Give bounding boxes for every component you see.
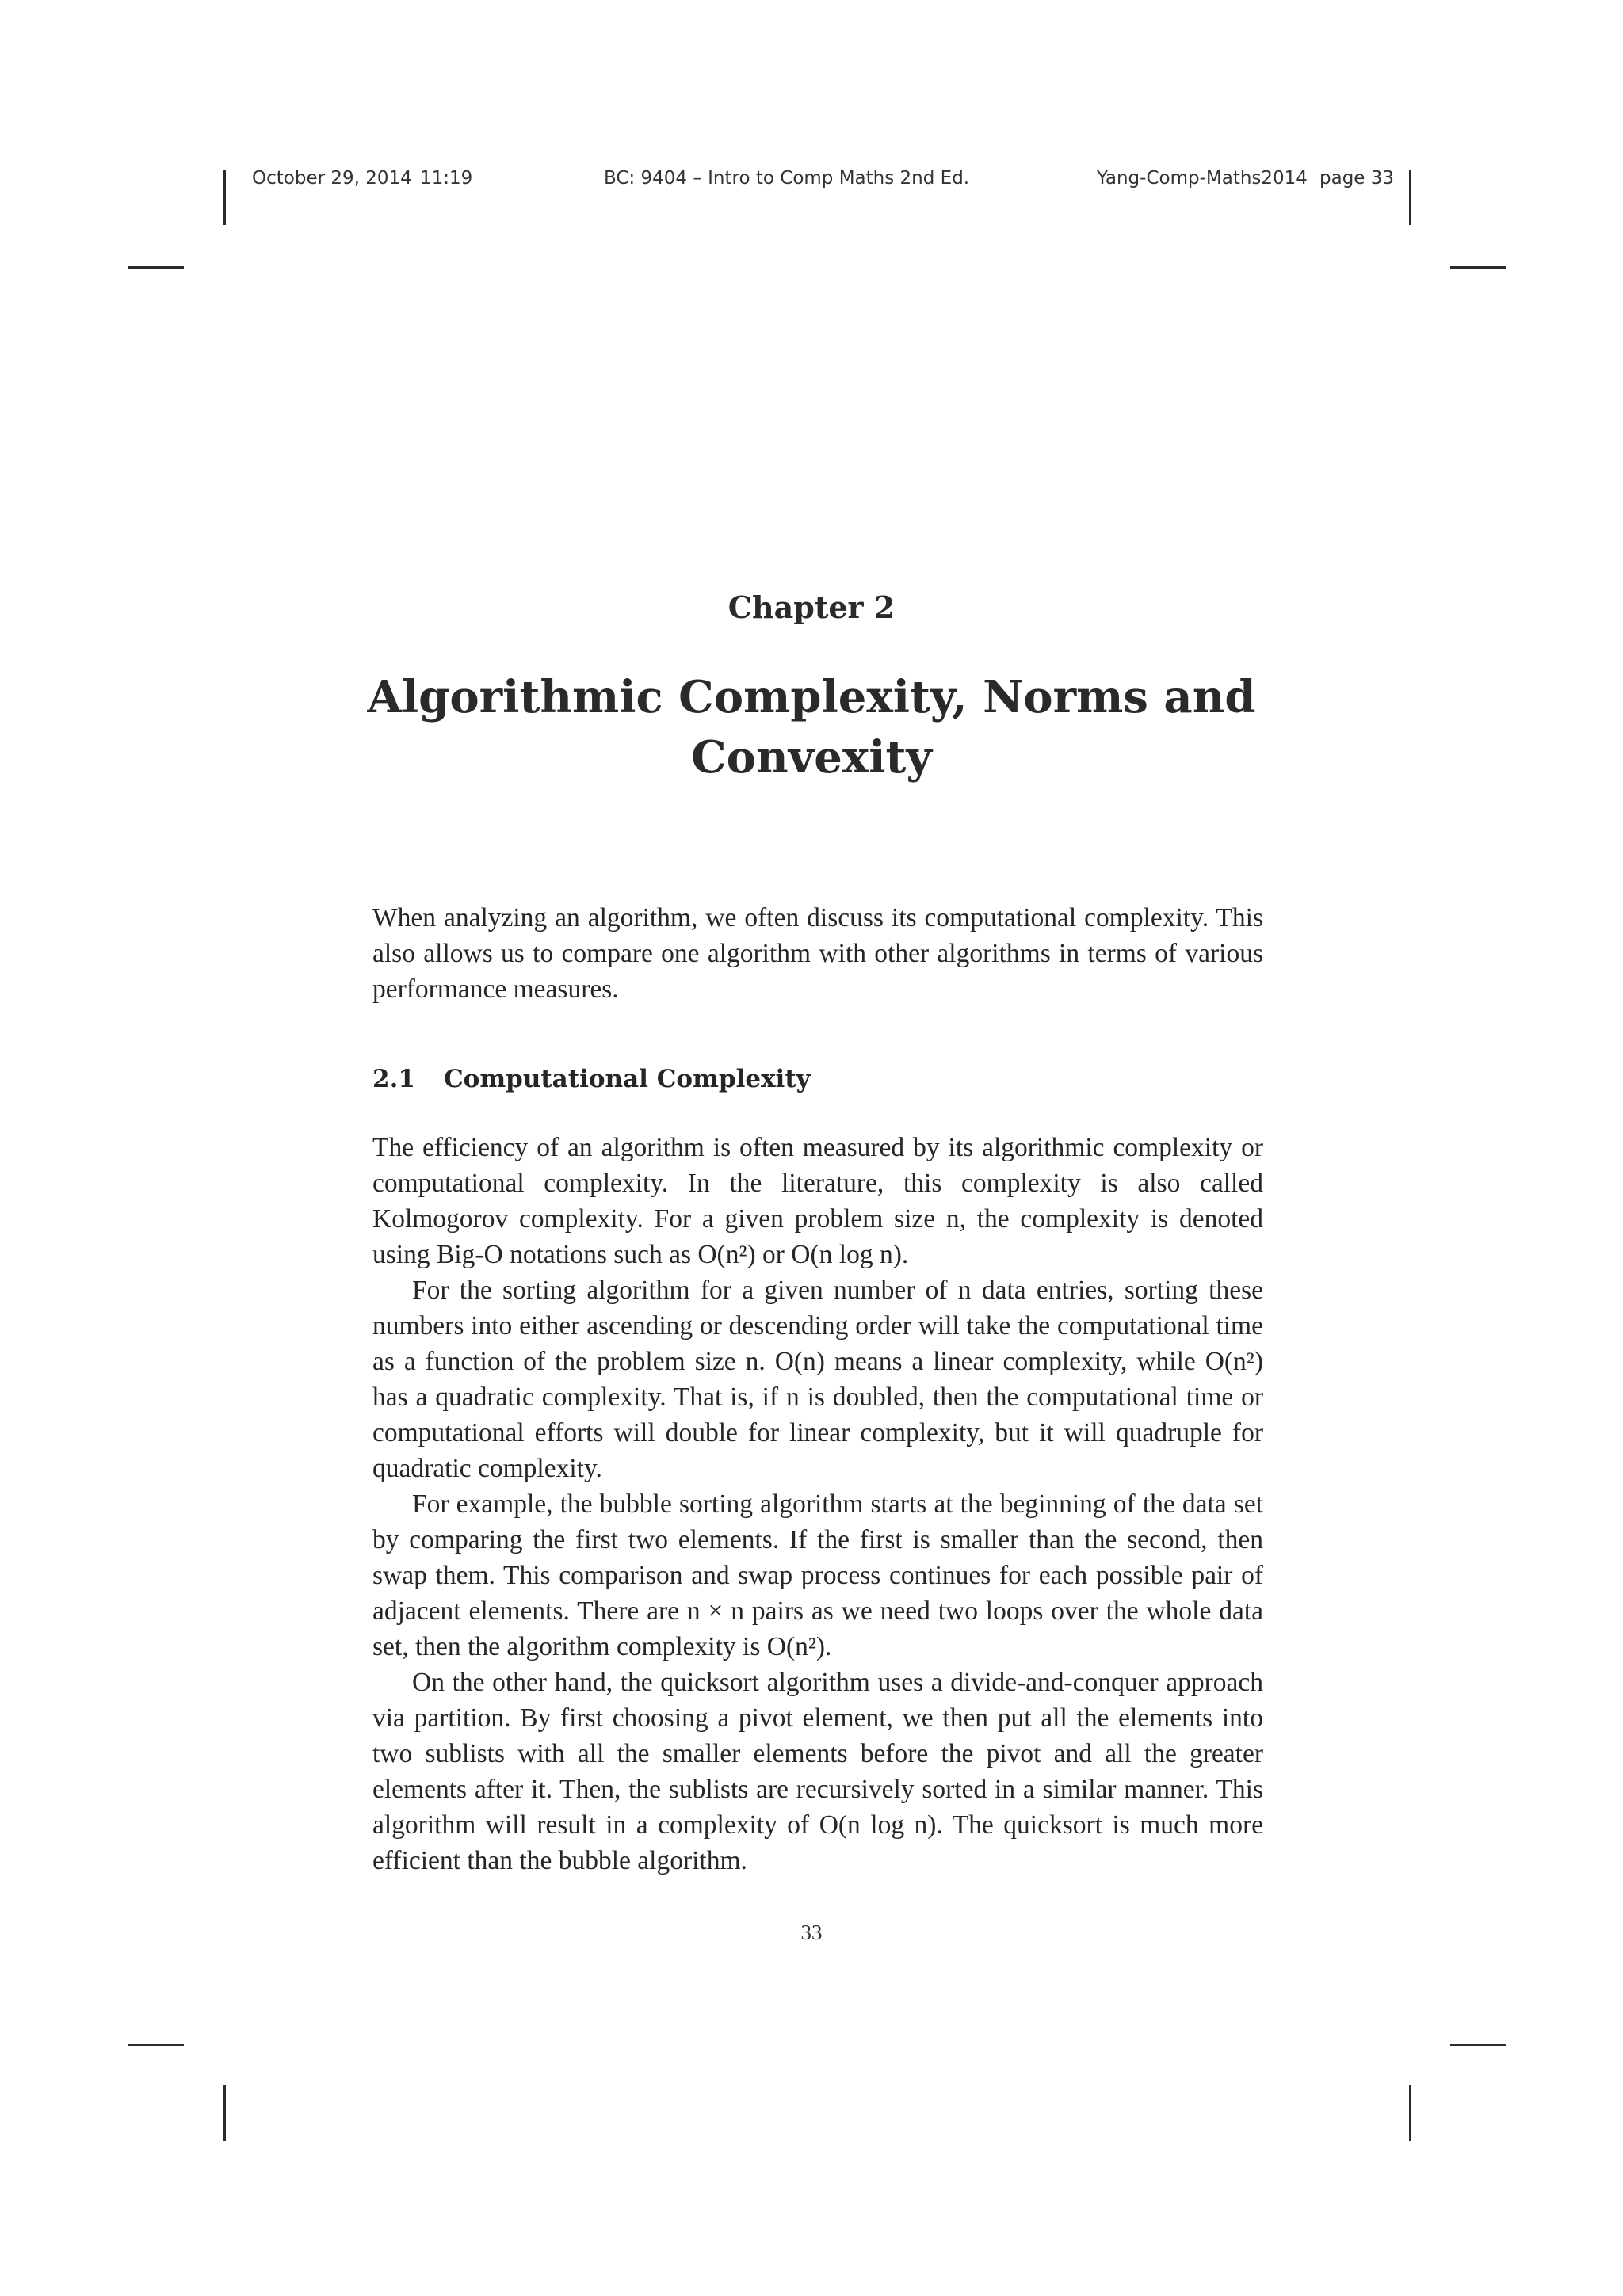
crop-mark-top-left-vertical <box>223 170 226 225</box>
chapter-title <box>0 667 1623 788</box>
crop-mark-bottom-left-vertical <box>223 2085 226 2141</box>
intro-paragraph: When analyzing an algorithm, we often discuss its computational complexity. This also allows us to compare one algorithm with other algorithms in terms of various performance measures. <box>372 903 1263 1004</box>
chapter-title-line-2: Convexity <box>691 731 932 784</box>
body-paragraph-4: On the other hand, the quicksort algorithm uses a divide-and-conquer approach via partition. By first choosing a pivot element, we then put all the elements into two sublists with all the smaller elements before the pivot and all the greater elements after it. Then, the sublists are recursively sorted in a similar manner. This algorithm will result in a complexity of O(n log n). The quicksort is much more efficient than the bubble algorithm. <box>372 1668 1263 1875</box>
body-paragraph-2: For the sorting algorithm for a given number of n data entries, sorting these numbers into either ascending or descending order will take the computational time as a function of the problem size n. O(n) means a linear complexity, while O(n²) has a quadratic complexity. That is, if n is doubled, then the computational time or computational efforts will double for linear complexity, but it will quadruple for quadratic complexity. <box>372 1276 1263 1483</box>
header-time: 11:19 <box>420 168 473 189</box>
header-page-label: page 33 <box>1319 168 1395 189</box>
crop-mark-bottom-right-vertical <box>1409 2085 1411 2141</box>
section-title: Computational Complexity <box>444 1065 811 1093</box>
header-date: October 29, 2014 <box>252 168 412 189</box>
intro-text <box>372 900 1263 1007</box>
crop-mark-bottom-right-horizontal <box>1450 2044 1506 2046</box>
body-paragraph-1: The efficiency of an algorithm is often measured by its algorithmic complexity or computational complexity. In the literature, this complexity is also called Kolmogorov complexity. For a given problem size n, the complexity is denoted using Big-O notations such as O(n²) or O(n log n). <box>372 1133 1263 1269</box>
body-paragraph-3: For example, the bubble sorting algorithm starts at the beginning of the data set by comparing the first two elements. If the first is smaller than the second, then swap them. This comparison and swap process continues for each possible pair of adjacent elements. There are n × n pairs as we need two loops over the whole data set, then the algorithm complexity is O(n²). <box>372 1489 1263 1661</box>
chapter-label: Chapter 2 <box>727 589 896 625</box>
crop-mark-top-right-horizontal <box>1450 266 1506 269</box>
section-body <box>372 1130 1263 1878</box>
crop-mark-top-right-vertical <box>1409 170 1411 225</box>
chapter-title-line-1: Algorithmic Complexity, Norms and <box>367 671 1256 723</box>
page-number: 33 <box>800 1920 823 1944</box>
crop-mark-bottom-left-horizontal <box>128 2044 184 2046</box>
header-book-title: BC: 9404 – Intro to Comp Maths 2nd Ed. <box>604 168 970 189</box>
section-number: 2.1 <box>372 1065 415 1093</box>
header-file-id: Yang-Comp-Maths2014 <box>1097 168 1308 189</box>
section-heading <box>372 1065 811 1093</box>
crop-mark-top-left-horizontal <box>128 266 184 269</box>
